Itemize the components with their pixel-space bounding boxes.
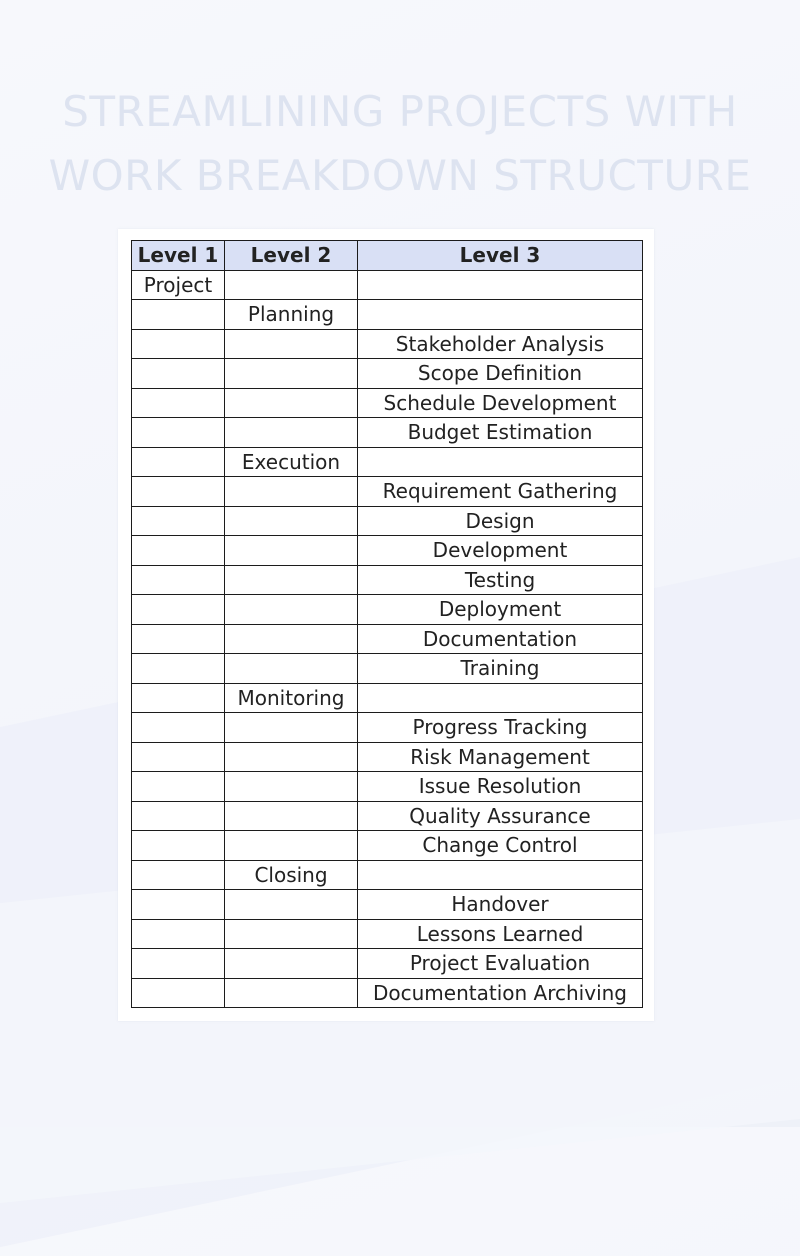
- level-2-cell: [225, 329, 358, 359]
- level-2-cell: Execution: [225, 447, 358, 477]
- level-3-cell: Schedule Development: [358, 388, 643, 418]
- table-row: [132, 388, 643, 418]
- level-1-cell: [132, 890, 225, 920]
- level-3-cell: Scope Definition: [358, 359, 643, 389]
- level-1-cell: [132, 831, 225, 861]
- level-2-cell: [225, 270, 358, 300]
- level-2-cell: [225, 772, 358, 802]
- table-row: [132, 506, 643, 536]
- level-2-cell: [225, 919, 358, 949]
- level-2-cell: [225, 742, 358, 772]
- header-level-1: Level 1: [132, 241, 225, 271]
- level-2-cell: [225, 890, 358, 920]
- table-row: [132, 418, 643, 448]
- level-1-cell: [132, 624, 225, 654]
- header-row: [132, 241, 643, 271]
- level-3-cell: Budget Estimation: [358, 418, 643, 448]
- level-1-cell: [132, 713, 225, 743]
- level-3-cell: [358, 860, 643, 890]
- level-3-cell: Quality Assurance: [358, 801, 643, 831]
- header-level-3: Level 3: [358, 241, 643, 271]
- table-row: [132, 536, 643, 566]
- level-2-cell: [225, 654, 358, 684]
- level-3-cell: Documentation: [358, 624, 643, 654]
- level-2-cell: [225, 506, 358, 536]
- level-1-cell: Project: [132, 270, 225, 300]
- table-row: [132, 654, 643, 684]
- level-1-cell: [132, 536, 225, 566]
- page-title-line-2: WORK BREAKDOWN STRUCTURE: [48, 151, 752, 200]
- level-3-cell: Documentation Archiving: [358, 978, 643, 1008]
- level-2-cell: [225, 359, 358, 389]
- level-1-cell: [132, 742, 225, 772]
- table-row: [132, 949, 643, 979]
- level-3-cell: [358, 300, 643, 330]
- level-3-cell: Requirement Gathering: [358, 477, 643, 507]
- level-1-cell: [132, 801, 225, 831]
- level-1-cell: [132, 772, 225, 802]
- level-1-cell: [132, 978, 225, 1008]
- level-2-cell: Monitoring: [225, 683, 358, 713]
- level-2-cell: Closing: [225, 860, 358, 890]
- level-3-cell: Development: [358, 536, 643, 566]
- table-row: [132, 801, 643, 831]
- level-2-cell: [225, 801, 358, 831]
- wbs-table: [131, 240, 643, 1008]
- level-1-cell: [132, 683, 225, 713]
- table-row: [132, 270, 643, 300]
- level-3-cell: Progress Tracking: [358, 713, 643, 743]
- level-3-cell: Design: [358, 506, 643, 536]
- header-level-2: Level 2: [225, 241, 358, 271]
- level-2-cell: [225, 624, 358, 654]
- level-1-cell: [132, 565, 225, 595]
- table-row: [132, 359, 643, 389]
- level-1-cell: [132, 595, 225, 625]
- level-2-cell: [225, 418, 358, 448]
- level-3-cell: Training: [358, 654, 643, 684]
- level-2-cell: [225, 565, 358, 595]
- table-row: [132, 742, 643, 772]
- level-2-cell: [225, 536, 358, 566]
- table-row: [132, 683, 643, 713]
- level-3-cell: [358, 270, 643, 300]
- level-3-cell: [358, 447, 643, 477]
- table-row: [132, 978, 643, 1008]
- table-row: [132, 831, 643, 861]
- level-2-cell: [225, 477, 358, 507]
- level-3-cell: [358, 683, 643, 713]
- page-title-line-1: STREAMLINING PROJECTS WITH: [62, 87, 738, 136]
- level-1-cell: [132, 329, 225, 359]
- level-3-cell: Issue Resolution: [358, 772, 643, 802]
- level-1-cell: [132, 860, 225, 890]
- page-title: [0, 80, 800, 208]
- table-body: [132, 270, 643, 1008]
- level-2-cell: [225, 388, 358, 418]
- level-1-cell: [132, 477, 225, 507]
- level-1-cell: [132, 388, 225, 418]
- level-3-cell: Lessons Learned: [358, 919, 643, 949]
- level-1-cell: [132, 949, 225, 979]
- level-1-cell: [132, 447, 225, 477]
- level-3-cell: Risk Management: [358, 742, 643, 772]
- table-row: [132, 624, 643, 654]
- level-2-cell: [225, 831, 358, 861]
- level-3-cell: Deployment: [358, 595, 643, 625]
- table-header: [132, 241, 643, 271]
- table-row: [132, 919, 643, 949]
- level-2-cell: [225, 713, 358, 743]
- table-row: [132, 595, 643, 625]
- table-row: [132, 329, 643, 359]
- level-3-cell: Handover: [358, 890, 643, 920]
- level-2-cell: [225, 949, 358, 979]
- level-1-cell: [132, 418, 225, 448]
- level-3-cell: Stakeholder Analysis: [358, 329, 643, 359]
- table-row: [132, 772, 643, 802]
- table-row: [132, 713, 643, 743]
- table-row: [132, 300, 643, 330]
- level-2-cell: [225, 978, 358, 1008]
- level-1-cell: [132, 654, 225, 684]
- table-row: [132, 860, 643, 890]
- level-3-cell: Project Evaluation: [358, 949, 643, 979]
- table-row: [132, 447, 643, 477]
- level-1-cell: [132, 300, 225, 330]
- level-3-cell: Change Control: [358, 831, 643, 861]
- level-1-cell: [132, 359, 225, 389]
- table-row: [132, 890, 643, 920]
- table-row: [132, 477, 643, 507]
- level-2-cell: [225, 595, 358, 625]
- table-row: [132, 565, 643, 595]
- level-1-cell: [132, 919, 225, 949]
- level-3-cell: Testing: [358, 565, 643, 595]
- level-2-cell: Planning: [225, 300, 358, 330]
- level-1-cell: [132, 506, 225, 536]
